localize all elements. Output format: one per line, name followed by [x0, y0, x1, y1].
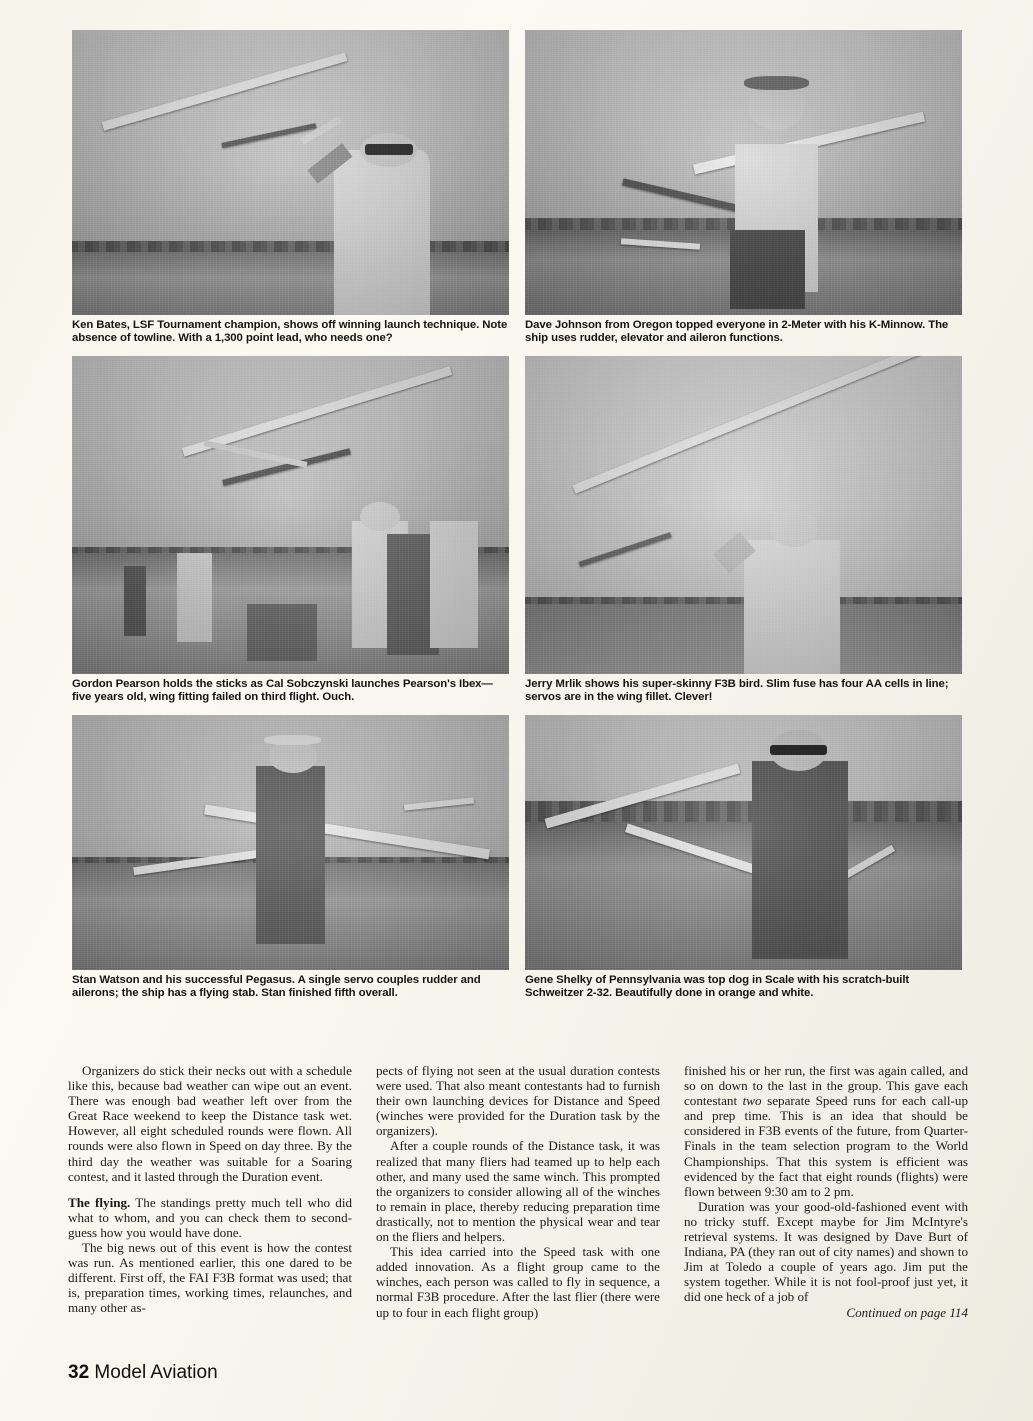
photo-cell-gordon-pearson: [72, 356, 509, 705]
article-column-2: [376, 1063, 660, 1320]
paragraph: Organizers do stick their necks out with a schedule like this, because bad weather can wipe out an event. There was enough bad weather left over from the Great Race weekend to keep the Distance task wet. However, all eight scheduled rounds were flown. All rounds were also flown in Speed on day three. By the third day the weather was suitable for a Soaring contest, and it lasted through the Duration event.: [68, 1063, 352, 1184]
paragraph: pects of flying not seen at the usual duration contests were used. That also meant contestants had to furnish their own launching devices for Distance and Speed (winches were provided for the Duration task by the organizers).: [376, 1063, 660, 1139]
paragraph: The big news out of this event is how the contest was run. As mentioned earlier, this one dared to be different. First off, the FAI F3B format was used; that is, preparation times, working times, relaunches, and many other as-: [68, 1240, 352, 1316]
continued-note: Continued on page 114: [846, 1304, 968, 1320]
article-column-1: [68, 1063, 352, 1320]
photo-row-3: [72, 715, 962, 1001]
photo-gordon-pearson: [72, 356, 509, 674]
paragraph: Duration was your good-old-fashioned event with no tricky stuff. Except maybe for Jim McIntyre's retrieval systems. It was designed by Dave Burt of Indiana, PA (they ran out of city names) and shown to Jim at Toledo a couple of years ago. Jim put the system together. While it is not fool-proof just yet, it did one heck of a job of: [684, 1198, 968, 1305]
page-footer: [68, 1362, 218, 1384]
article-column-3: [684, 1063, 968, 1320]
paragraph: This idea carried into the Speed task with one added innovation. As a flight group came to the winches, each person was called to fly in sequence, a normal F3B procedure. After the last flier (there were up to four in each flight group): [376, 1244, 660, 1320]
article-columns: [68, 1063, 968, 1320]
paragraph: [684, 1063, 968, 1199]
photo-caption: Gordon Pearson holds the sticks as Cal Sobczynski launches Pearson's Ibex—five years old, wing fitting failed on third flight. Ouch.: [72, 677, 493, 704]
paragraph-text: separate Speed runs for each call-up and prep time. This is an idea that should be considered in F3B events of the future, from Quarter-Finals in the team selection program to the World Championships. That this system is efficient was evidenced by the fact that eight rounds (flights) were flown between 9:30 am to 2 pm.: [684, 1093, 968, 1199]
photo-gene-shelky: [525, 715, 962, 970]
photo-caption: Gene Shelky of Pennsylvania was top dog in Scale with his scratch-built Schweitzer 2-32. Beautifully done in orange and white.: [525, 973, 910, 1000]
photo-cell-jerry-mrlik: [525, 356, 962, 705]
photo-caption: Stan Watson and his successful Pegasus. A single servo couples rudder and ailerons; the ship has a flying stab. Stan finished fifth overall.: [72, 973, 481, 1000]
photo-grid: [72, 30, 962, 1010]
run-in-heading: The flying.: [68, 1194, 131, 1210]
photo-ken-bates: [72, 30, 509, 315]
photo-cell-dave-johnson: [525, 30, 962, 346]
paragraph-flying: [68, 1195, 352, 1240]
paragraph-text: The standings pretty much tell who did what to whom, and you can check them to second-guess how you would have done.: [68, 1194, 353, 1240]
photo-cell-ken-bates: [72, 30, 509, 346]
photo-caption: Jerry Mrlik shows his super-skinny F3B bird. Slim fuse has four AA cells in line; servos are in the wing fillet. Clever!: [525, 677, 949, 704]
photo-row-1: [72, 30, 962, 346]
emphasis: two: [742, 1093, 762, 1109]
photo-row-2: [72, 356, 962, 705]
photo-caption: Dave Johnson from Oregon topped everyone in 2-Meter with his K-Minnow. The ship uses rudder, elevator and aileron functions.: [525, 319, 949, 345]
page-number: 32: [68, 1362, 90, 1383]
paragraph: After a couple rounds of the Distance task, it was realized that many fliers had teamed up to help each other, and many used the same winch. This prompted the organizers to consider allowing all of the winches to remain in place, thereby reducing preparation time drastically, not to mention the physical wear and tear on the fliers and helpers.: [376, 1138, 660, 1245]
photo-cell-gene-shelky: [525, 715, 962, 1001]
photo-cell-stan-watson: [72, 715, 509, 1001]
paragraph-text: finished his or her run, the first was again called, and so on down to the last in the group. This gave each contestant: [684, 1063, 968, 1109]
publication-name: Model Aviation: [94, 1362, 218, 1383]
photo-dave-johnson: [525, 30, 962, 315]
photo-jerry-mrlik: [525, 356, 962, 674]
photo-caption: Ken Bates, LSF Tournament champion, shows off winning launch technique. Note absence of towline. With a 1,300 point lead, who needs one?: [72, 319, 508, 345]
photo-stan-watson: [72, 715, 509, 970]
